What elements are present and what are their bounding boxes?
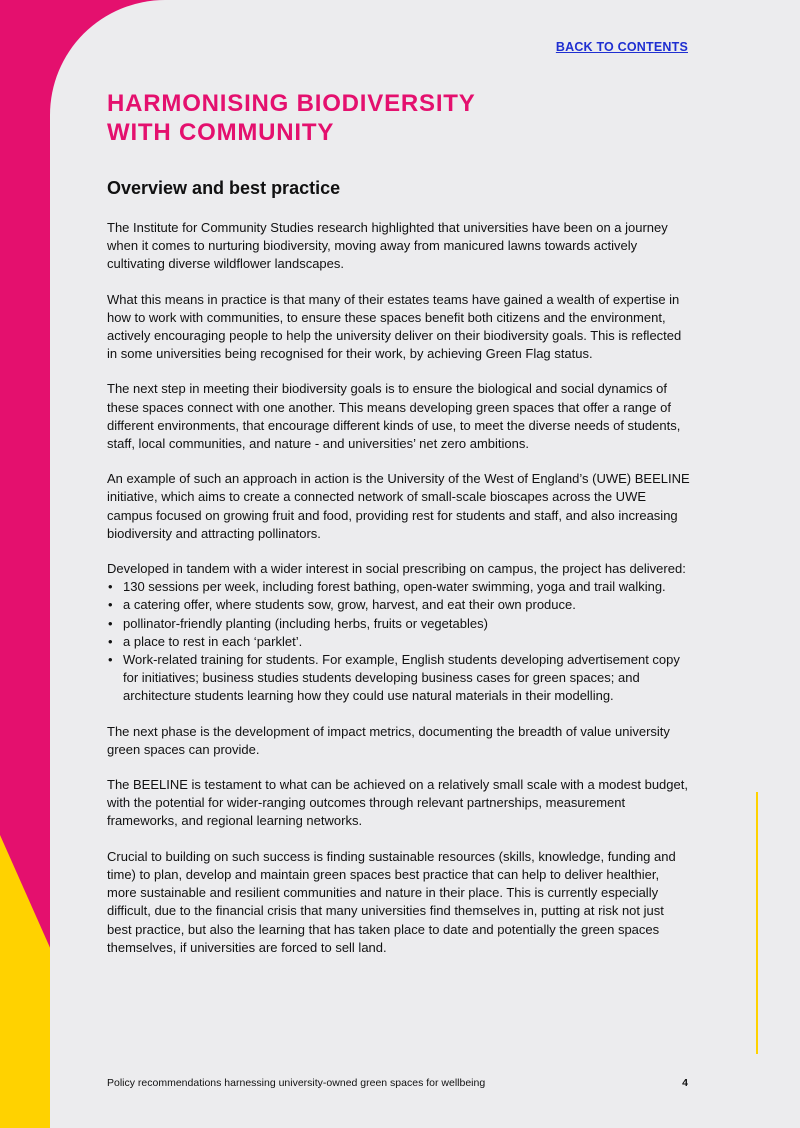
bullet-icon: • <box>108 597 113 613</box>
list-item-text: Work-related training for students. For example, English students developing advertisement copy for initiatives; business studies students developing business cases for green spaces; and architecture students learning how they could use natural materials in their modelling. <box>123 652 680 704</box>
footer-document-title: Policy recommendations harnessing university-owned green spaces for wellbeing <box>107 1077 486 1089</box>
page-title-line-2: WITH COMMUNITY <box>107 119 335 146</box>
list-item <box>107 578 692 596</box>
delivered-list <box>107 578 692 705</box>
list-item-text: pollinator-friendly planting (including herbs, fruits or vegetables) <box>123 615 488 631</box>
bullet-icon: • <box>108 615 113 631</box>
yellow-side-rule <box>756 792 758 1054</box>
list-item-text: 130 sessions per week, including forest bathing, open-water swimming, yoga and trail walking. <box>123 579 666 595</box>
body-content <box>107 219 692 974</box>
list-item <box>107 651 692 706</box>
paragraph-next-step: The next step in meeting their biodiversity goals is to ensure the biological and social dynamics of these spaces connect with one another. This means developing green spaces that offer a range of different environments, that encourage different kinds of use, to meet the diverse needs of students, staff, local communities, and nature - and universities’ net zero ambitions. <box>107 381 681 452</box>
back-to-contents-link[interactable]: BACK TO CONTENTS <box>555 40 688 54</box>
paragraph-list-intro: Developed in tandem with a wider interest in social prescribing on campus, the project has delivered: <box>107 561 686 577</box>
paragraph-crucial: Crucial to building on such success is finding sustainable resources (skills, knowledge, funding and time) to plan, develop and maintain green spaces best practice that can help to deliver healthier, more sustainable and resilient communities and nature in their place. This is currently especially difficult, due to the financial crisis that many universities find themselves in, putting at risk not just best practice, but also the learning that has taken place to date and potentially the green spaces themselves, if universities are forced to sell land. <box>107 848 676 955</box>
paragraph-estates: What this means in practice is that many of their estates teams have gained a wealth of expertise in how to work with communities, to ensure these spaces benefit both citizens and the environment, actively encouraging people to help the university deliver on their biodiversity goals. This is reflected in some universities being recognised for their work, by achieving Green Flag status. <box>107 291 682 362</box>
list-item-text: a catering offer, where students sow, grow, harvest, and eat their own produce. <box>123 597 576 613</box>
list-item <box>107 615 692 633</box>
section-heading: Overview and best practice <box>107 178 341 198</box>
paragraph-intro: The Institute for Community Studies research highlighted that universities have been on a journey when it comes to nurturing biodiversity, moving away from manicured lawns towards actively cultivating diverse wildflower landscapes. <box>107 220 668 272</box>
paragraph-next-phase: The next phase is the development of impact metrics, documenting the breadth of value university green spaces can provide. <box>107 723 670 757</box>
bullet-icon: • <box>108 633 113 649</box>
list-item-text: a place to rest in each ‘parklet’. <box>123 633 303 649</box>
page-title-line-1: HARMONISING BIODIVERSITY <box>107 90 476 117</box>
page-number: 4 <box>682 1077 688 1089</box>
list-item <box>107 596 692 614</box>
paragraph-uwe-example: An example of such an approach in action is the University of the West of England’s (UWE) BEELINE initiative, which aims to create a connected network of small-scale bioscapes across the UWE campus focused on growing fruit and food, providing rest for students and staff, and also increasing biodiversity and attracting pollinators. <box>107 471 690 541</box>
paragraph-beeline-testament: The BEELINE is testament to what can be achieved on a relatively small scale with a modest budget, with the potential for wider-ranging outcomes through relevant partnerships, measurement frameworks, and regional learning networks. <box>107 777 688 829</box>
page-title <box>107 89 667 147</box>
list-item <box>107 633 692 651</box>
bullet-icon: • <box>108 652 113 668</box>
bullet-icon: • <box>108 579 113 595</box>
